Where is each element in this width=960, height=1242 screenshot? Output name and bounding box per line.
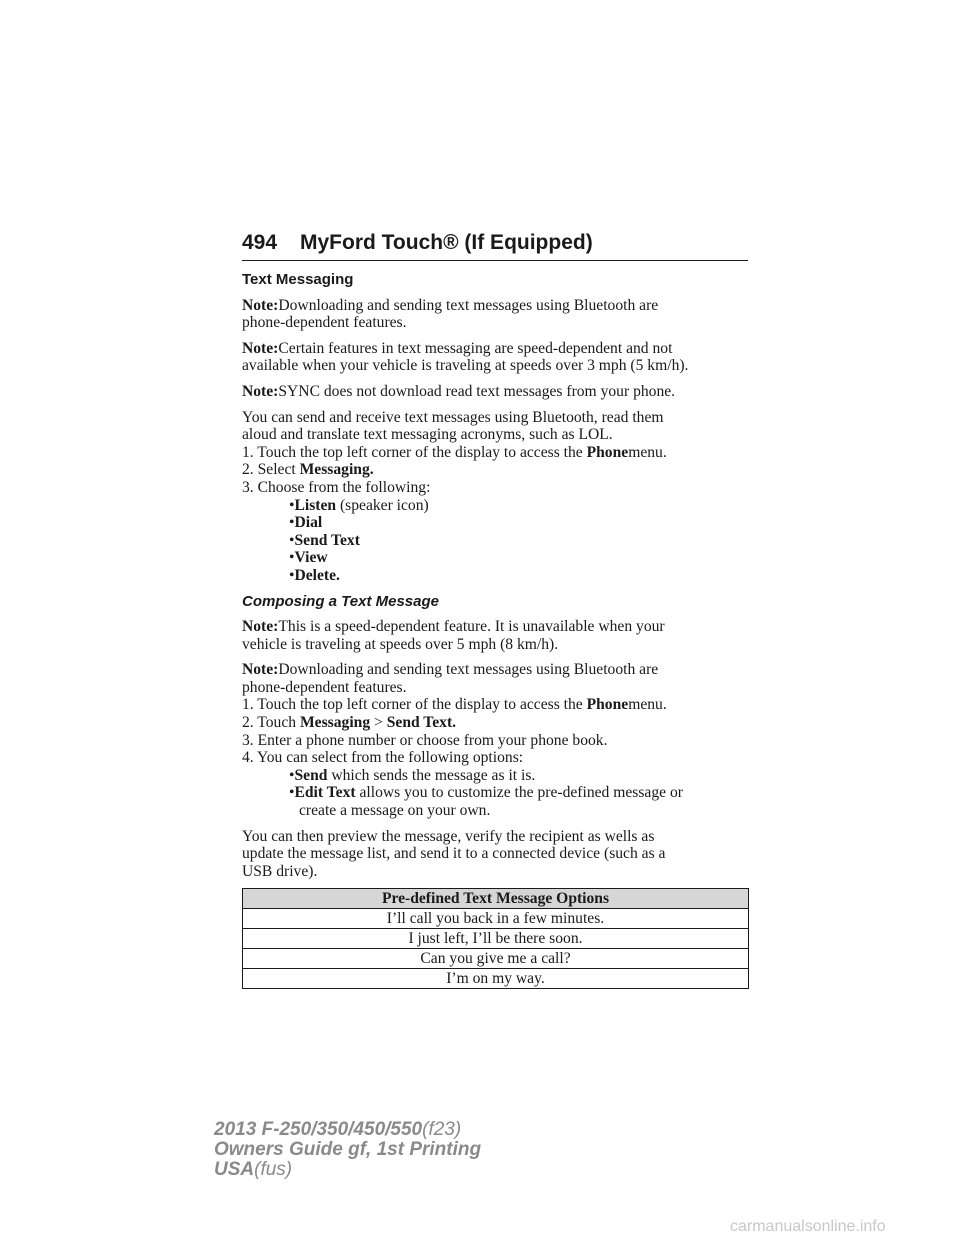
- step-2: 2. Select Messaging.: [242, 461, 374, 479]
- option-dial: •Dial: [289, 514, 323, 532]
- note-bluetooth: Note:Downloading and sending text messages using Bluetooth are phone-dependent features.: [242, 296, 659, 332]
- compose-step-4: 4. You can select from the following options:: [242, 749, 524, 767]
- step-1: 1. Touch the top left corner of the display to access the Phonemenu.: [242, 443, 667, 461]
- note-label: Note:: [242, 339, 279, 357]
- preview-paragraph: You can then preview the message, verify the recipient as wells as update the message list, and send it to a connected device (such as a USB drive).: [242, 827, 666, 880]
- note-speed: Note:Certain features in text messaging are speed-dependent and not available when your vehicle is traveling at speeds over 3 mph (5 km/h).: [242, 339, 689, 375]
- option-send-text: •Send Text: [289, 531, 360, 549]
- table-row: I’ll call you back in a few minutes.: [243, 909, 749, 929]
- page-number: 494: [242, 231, 278, 254]
- table-row: I’m on my way.: [243, 969, 749, 989]
- note-label: Note:: [242, 296, 279, 314]
- page-header: [242, 232, 748, 261]
- page-title: MyFord Touch® (If Equipped): [300, 231, 593, 254]
- composing-steps: Note:Downloading and sending text messages using Bluetooth are phone-dependent features. 1. Touch the top left corner of the display to access the Phonemenu. 2. Touch Messaging > Send Text. 3. Enter a phone number or choose from your phone book. 4. You can select from the following options: •Send which sends the message as it is. •Edit Text allows you to customize the pre-defined message or create a message on your own.: [242, 661, 752, 819]
- option-send: •Send which sends the message as it is.: [289, 766, 536, 784]
- compose-step-3: 3. Enter a phone number or choose from your phone book.: [242, 731, 608, 749]
- note-bluetooth-compose: Note:Downloading and sending text messages using Bluetooth are: [242, 661, 659, 679]
- option-listen: •Listen (speaker icon): [289, 496, 429, 514]
- watermark: carmanualsonline.info: [730, 1218, 886, 1235]
- document-footer: 2013 F-250/350/450/550(f23) Owners Guide gf, 1st Printing USA(fus): [214, 1119, 482, 1180]
- table-row: I just left, I’ll be there soon.: [243, 929, 749, 949]
- note-sync: Note:SYNC does not download read text messages from your phone.: [242, 382, 676, 400]
- table-row: Can you give me a call?: [243, 949, 749, 969]
- note-label: Note:: [242, 661, 279, 679]
- predefined-messages-table: [242, 888, 749, 989]
- note-label: Note:: [242, 618, 279, 636]
- option-view: •View: [289, 549, 328, 567]
- option-delete: •Delete.: [289, 566, 340, 584]
- section-heading-composing: Composing a Text Message: [242, 592, 439, 610]
- text-messaging-steps: You can send and receive text messages using Bluetooth, read them aloud and translate text messaging acronyms, such as LOL. 1. Touch the top left corner of the display to access the Phonemenu. 2. Select Messaging. 3. Choose from the following: •Listen (speaker icon) •Dial •Send Text •View •Delete.: [242, 409, 752, 585]
- note-label: Note:: [242, 382, 279, 400]
- option-edit-text: •Edit Text allows you to customize the pre-defined message or: [289, 784, 683, 802]
- section-heading-text-messaging: Text Messaging: [242, 271, 354, 288]
- compose-step-1: 1. Touch the top left corner of the display to access the Phonemenu.: [242, 696, 667, 714]
- step-3: 3. Choose from the following:: [242, 478, 431, 496]
- compose-step-2: 2. Touch Messaging > Send Text.: [242, 714, 457, 732]
- note-speed-feature: Note:This is a speed-dependent feature. It is unavailable when your vehicle is traveling at speeds over 5 mph (8 km/h).: [242, 618, 665, 653]
- page-content: [242, 271, 752, 989]
- table-header: Pre-defined Text Message Options: [243, 889, 749, 909]
